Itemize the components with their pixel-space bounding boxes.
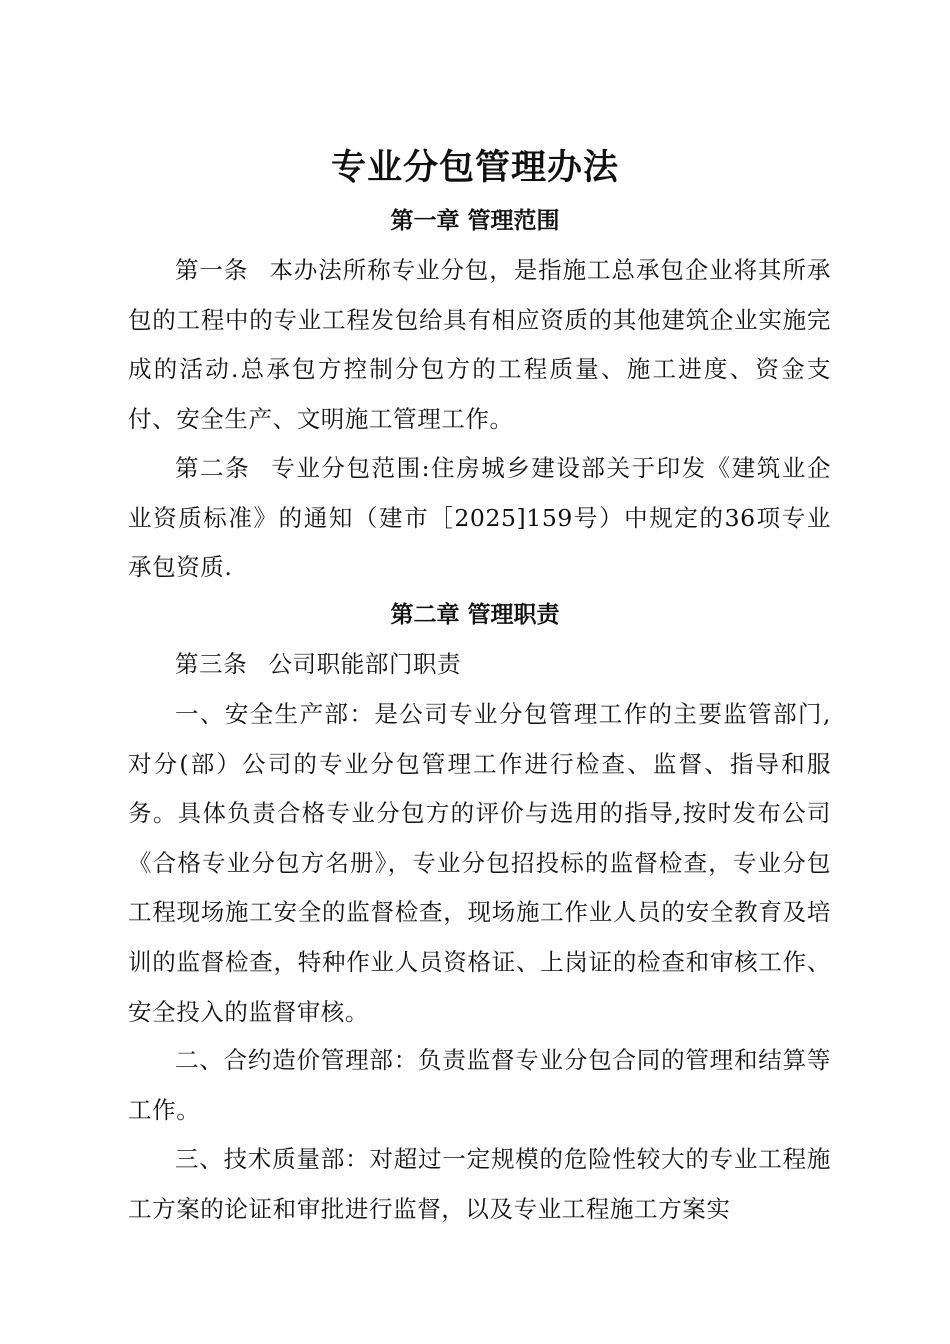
article-2-text: 专业分包范围:住房城乡建设部关于印发《建筑业企业资质标准》的通知（建市［2025]159号）中规定的36项专业承包资质. [128,454,831,582]
duty-item-3: 三、技术质量部：对超过一定规模的危险性较大的专业工程施工方案的论证和审批进行监督，以及专业工程施工方案实 [128,1145,831,1223]
chapter-1-heading: 第一章 管理范围 [390,207,560,234]
chapter-2-heading: 第二章 管理职责 [390,601,560,628]
article-3-label: 第三条 [175,650,248,678]
article-3 [128,640,831,690]
article-3-text: 公司职能部门职责 [268,650,462,678]
duty-item-2: 二、合约造价管理部：负责监督专业分包合同的管理和结算等工作。 [128,1046,831,1124]
document-title: 专业分包管理办法 [330,147,619,188]
article-2-label: 第二条 [175,454,251,482]
duty-item-1: 一、安全生产部：是公司专业分包管理工作的主要监管部门,对分(部）公司的专业分包管理工作进行检查、监督、指导和服务。具体负责合格专业分包方的评价与选用的指导,按时发布公司《合格专业分包方名册》，专业分包招投标的监督检查，专业分包工程现场施工安全的监督检查，现场施工作业人员的安全教育及培训的监督检查，特种作业人员资格证、上岗证的检查和审核工作、安全投入的监督审核。 [128,700,831,1026]
article-2 [128,444,831,593]
article-1-label: 第一条 [175,256,249,284]
article-1 [128,246,831,444]
article-1-text: 本办法所称专业分包，是指施工总承包企业将其所承包的工程中的专业工程发包给具有相应资质的其他建筑企业实施完成的活动.总承包方控制分包方的工程质量、施工进度、资金支付、安全生产、文明施工管理工作。 [128,256,831,433]
